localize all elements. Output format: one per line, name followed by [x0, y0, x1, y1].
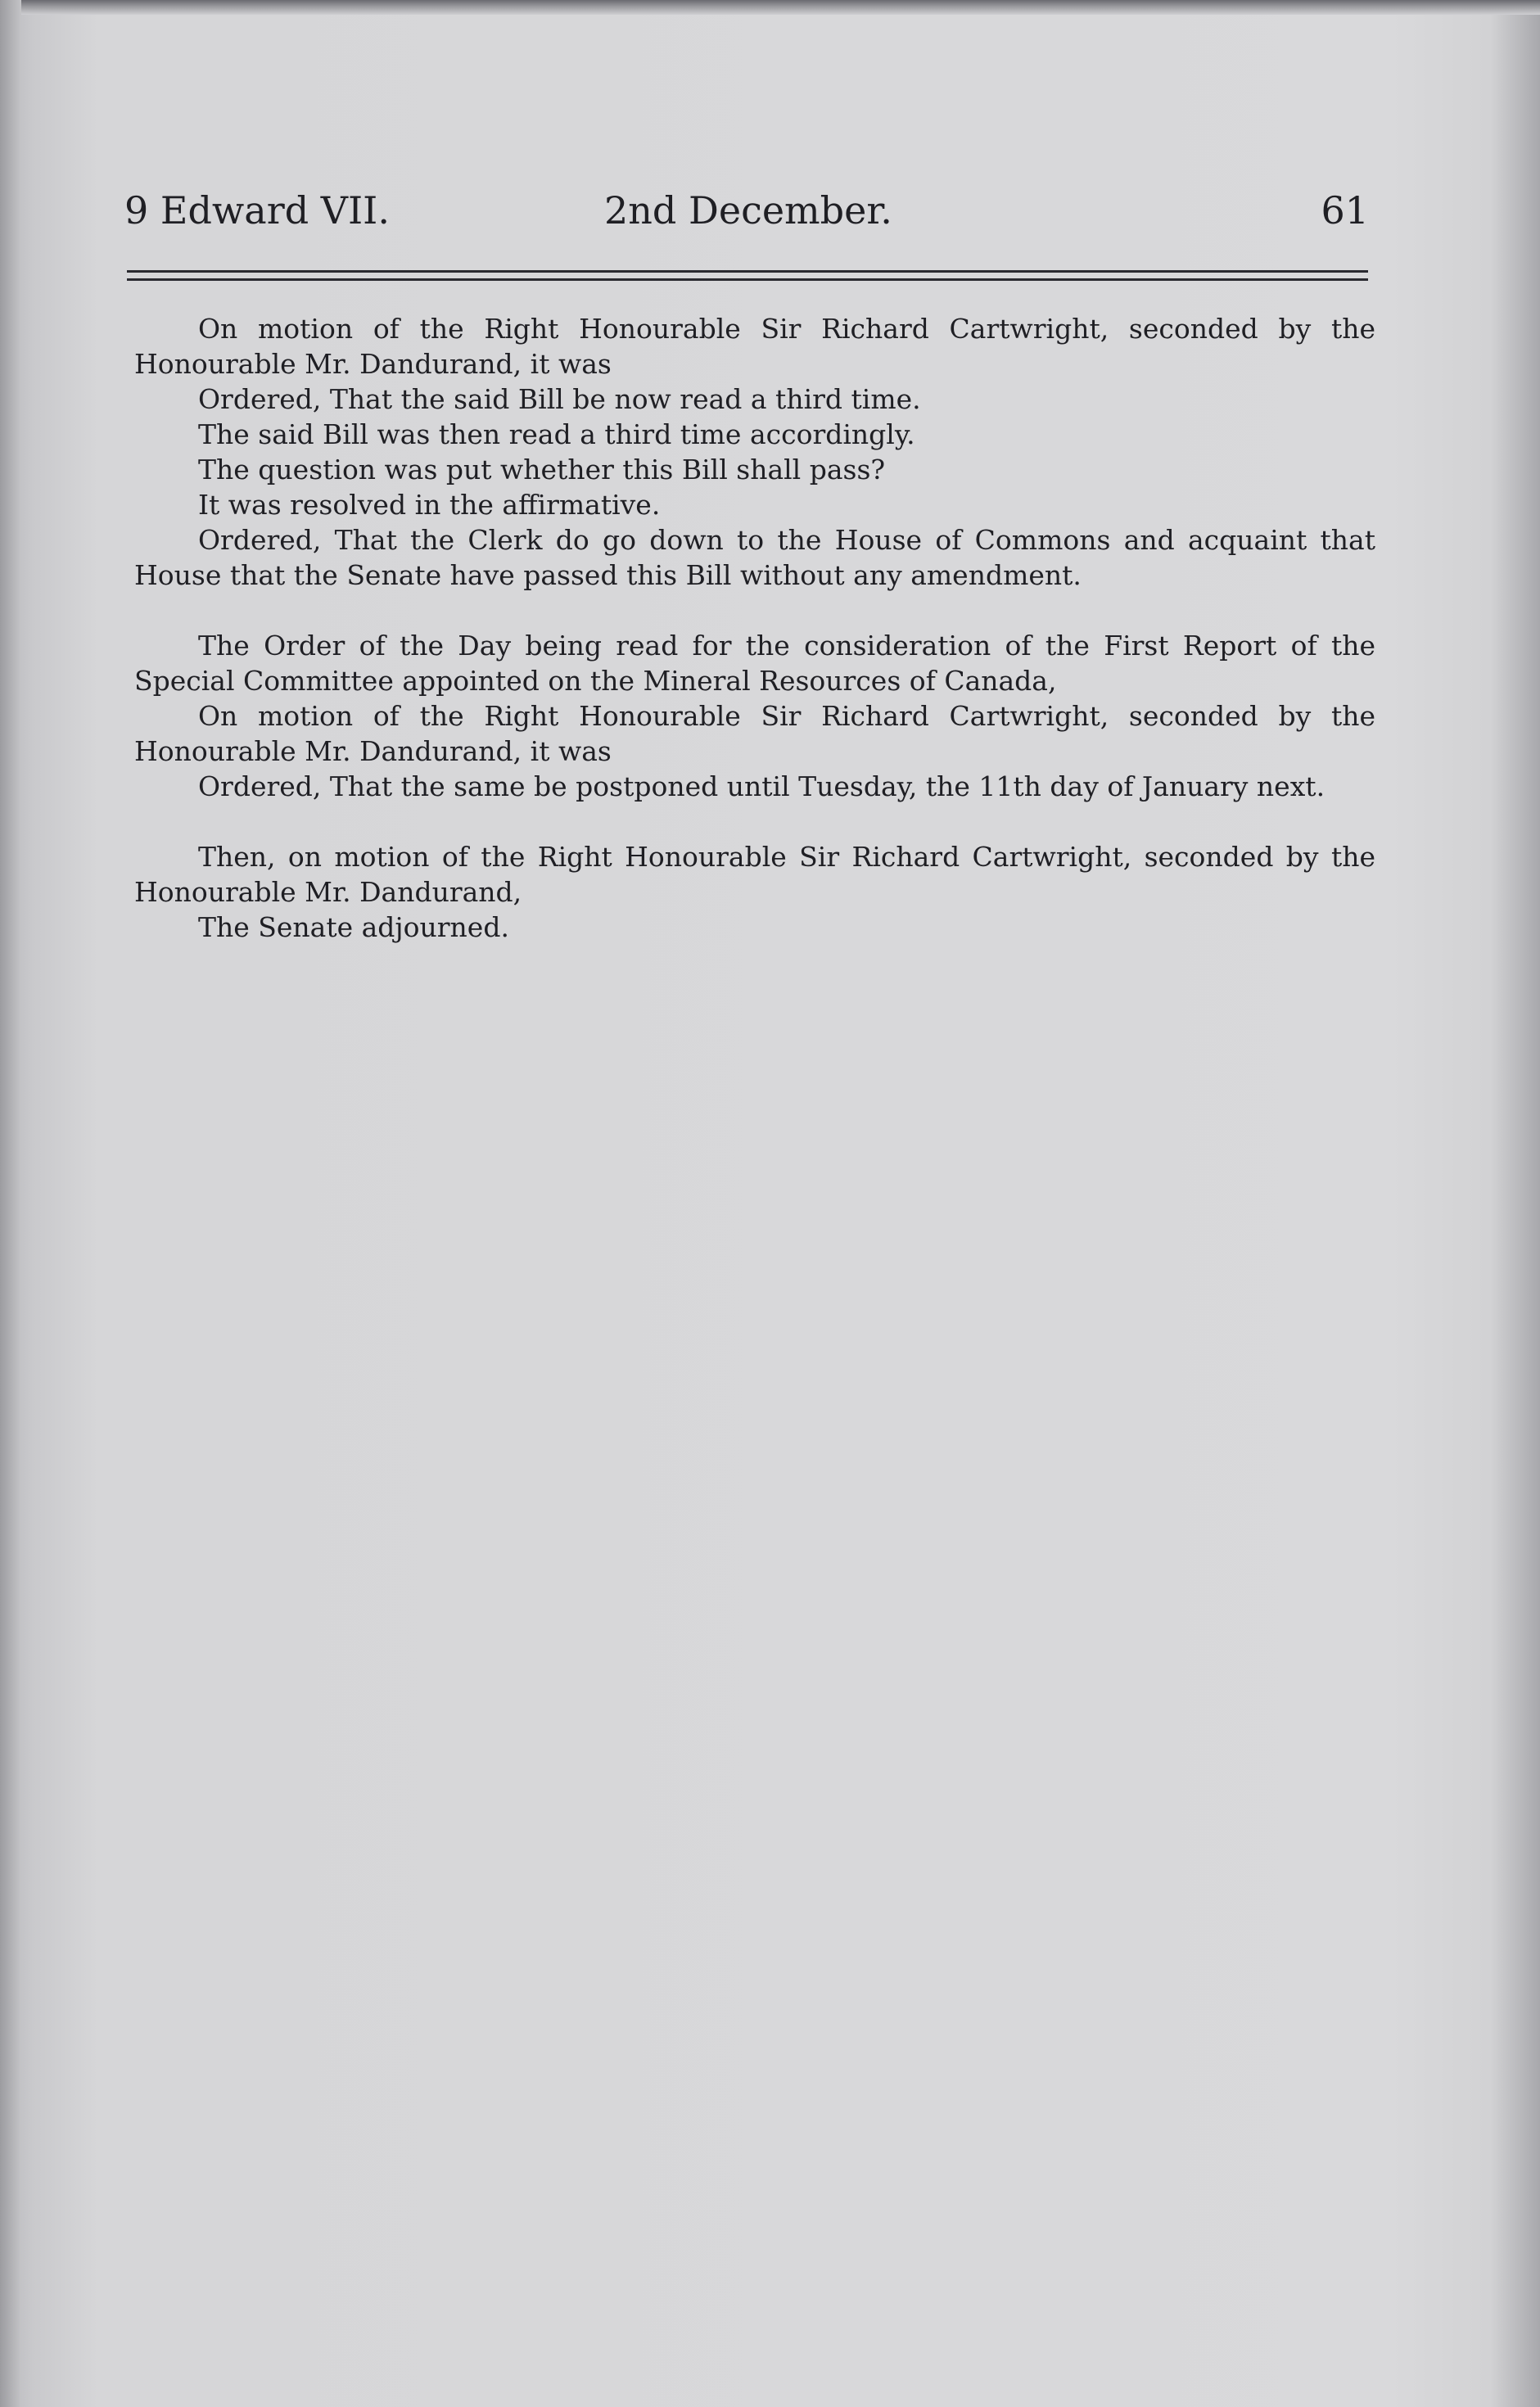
- regnal-year: 9 Edward VII.: [124, 188, 390, 233]
- header-rule-upper: [127, 270, 1368, 273]
- paragraph-gap: [134, 593, 1375, 628]
- paragraph-motion-adjourn: Then, on motion of the Right Honourable Sir Richard Cartwright, seconded by the Honourable Mr. Dandurand,: [134, 841, 1375, 908]
- paragraph-ordered-third-reading: Ordered, That the said Bill be now read a third time.: [198, 383, 921, 415]
- paragraph-question-put: The question was put whether this Bill shall pass?: [198, 454, 886, 485]
- paragraph-bill-read: The said Bill was then read a third time accordingly.: [198, 418, 915, 450]
- running-header: [124, 182, 1369, 239]
- page-binding-edge: [0, 0, 21, 2407]
- header-rule-lower: [127, 278, 1368, 281]
- page-number: 61: [1321, 188, 1369, 233]
- page-top-edge: [0, 0, 1540, 15]
- paragraph-order-of-day: The Order of the Day being read for the consideration of the First Report of the Special Committee appointed on the Mineral Resources of Canada,: [134, 630, 1375, 697]
- paragraph-motion-third-reading: On motion of the Right Honourable Sir Richard Cartwright, seconded by the Honourable Mr. Dandurand, it was: [134, 313, 1375, 380]
- paragraph-motion-postpone: On motion of the Right Honourable Sir Richard Cartwright, seconded by the Honourable Mr. Dandurand, it was: [134, 700, 1375, 767]
- paragraph-gap: [134, 804, 1375, 839]
- paragraph-resolved: It was resolved in the affirmative.: [198, 489, 661, 521]
- paragraph-ordered-clerk: Ordered, That the Clerk do go down to the House of Commons and acquaint that House that the Senate have passed this Bill without any amendment.: [134, 524, 1375, 591]
- paragraph-senate-adjourned: The Senate adjourned.: [198, 911, 509, 943]
- paragraph-ordered-postpone: Ordered, That the same be postponed until Tuesday, the 11th day of January next.: [198, 770, 1325, 802]
- journal-body: [134, 311, 1375, 945]
- header-date: 2nd December.: [604, 188, 892, 233]
